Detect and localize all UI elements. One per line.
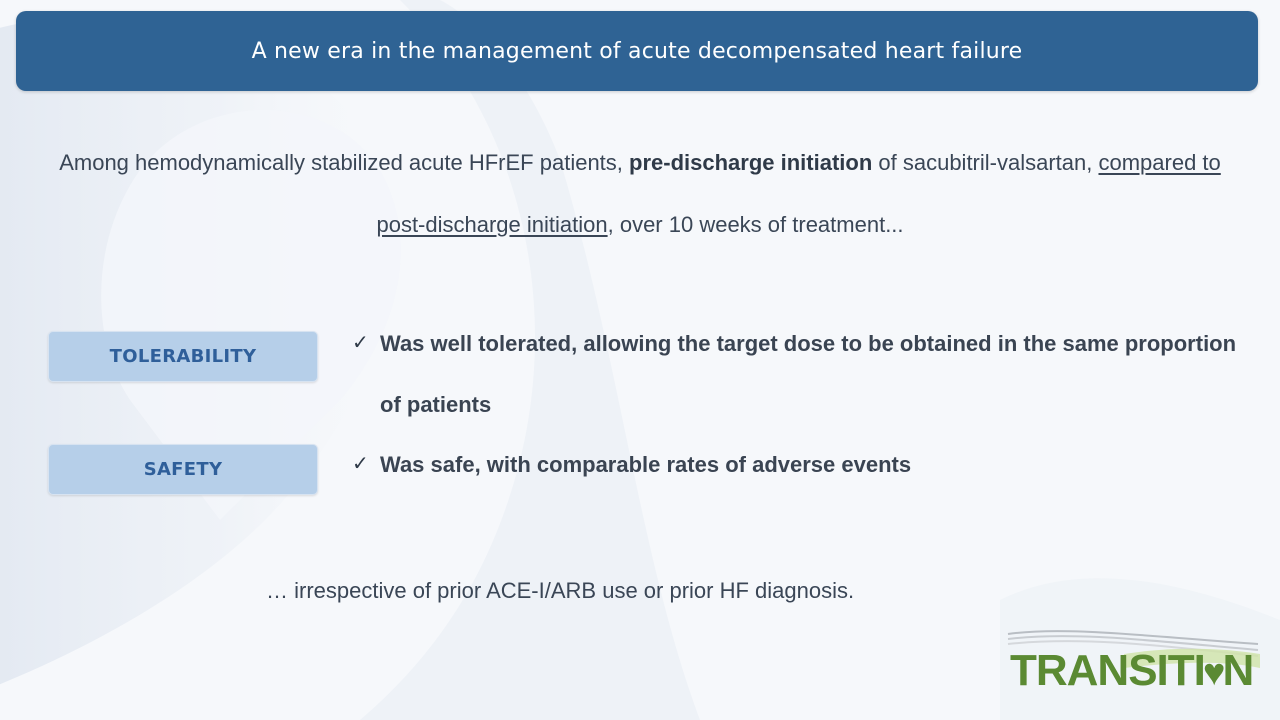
tolerability-bullet-text: Was well tolerated, allowing the target dose to be obtained in the same proportion of patients [380,331,1237,417]
logo-text-end: N [1222,646,1254,695]
tolerability-label-box [48,331,318,382]
logo-text-start: TRANSITI [1010,646,1205,695]
transition-logo [1004,628,1262,706]
slide-title-bar [16,11,1258,91]
safety-label-box [48,444,318,495]
safety-bullet-text: Was safe, with comparable rates of adverse events [380,452,912,477]
intro-text-2: of sacubitril-valsartan, [872,150,1099,175]
slide-title: A new era in the management of acute decompensated heart failure [251,38,1023,64]
intro-text-1: Among hemodynamically stabilized acute HFrEF patients, [59,150,630,175]
safety-bullet [352,434,1252,495]
tolerability-label: TOLERABILITY [109,346,257,367]
safety-label: SAFETY [143,459,223,480]
intro-bold-text: pre-discharge initiation [629,150,873,175]
tolerability-bullet [352,313,1252,435]
intro-paragraph [40,132,1240,256]
check-icon: ✓ [352,332,369,354]
closing-statement: … irrespective of prior ACE-I/ARB use or prior HF diagnosis. [266,578,855,603]
logo-wordmark [1010,646,1253,696]
check-icon: ✓ [352,453,369,475]
intro-text-3: , over 10 weeks of treatment... [607,212,904,237]
heart-icon: ♥ [1202,652,1225,694]
intro-underlined-text: compared to post-discharge initiation [376,150,1221,237]
